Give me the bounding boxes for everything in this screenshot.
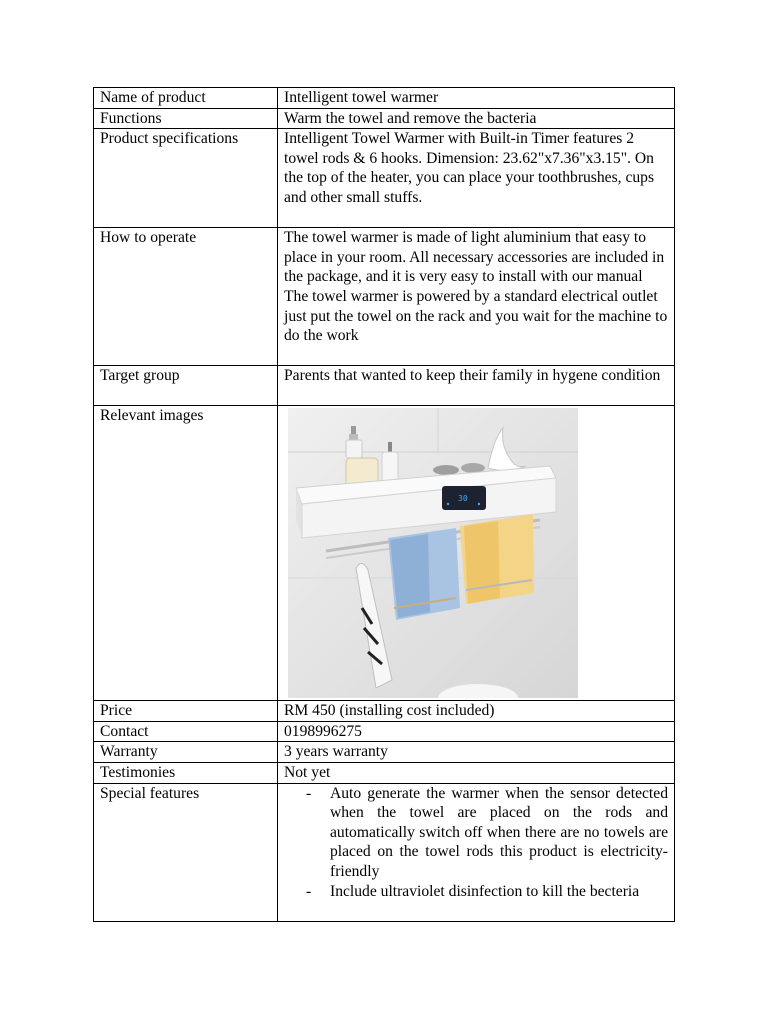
table-row [94,742,675,763]
row-label: Relevant images [94,406,278,701]
table-row [94,701,675,722]
row-label: Product specifications [94,129,278,228]
table-row [94,366,675,406]
row-label: Special features [94,783,278,921]
contact-value: 0198996275 [278,721,675,742]
list-item [284,784,668,882]
table-row [94,783,675,921]
timer-display [442,486,486,510]
special-features-list [284,784,668,902]
special-features-cell [278,783,675,921]
operating-instructions: The towel warmer is made of light aluminium that easy to place in your room. All necessary accessories are included in the package, and it is very easy to install with our manual The towel warmer is powered by a standard electrical outlet just put the towel on the rack and you wait for the machine to do the work [278,228,675,366]
price-value: RM 450 (installing cost included) [278,701,675,722]
bullet-dash: - [306,784,312,802]
image-cell [278,406,675,701]
list-item [284,882,668,902]
feature-text: Auto generate the warmer when the sensor detected when the towel are placed on the rods and automatically switch off when there are no towels are placed on the towel rods this product is electricity-friendly [330,784,668,880]
row-label: Contact [94,721,278,742]
table-row [94,108,675,129]
blue-towels [388,528,460,620]
row-label: Functions [94,108,278,129]
target-group: Parents that wanted to keep their family in hygene condition [278,366,675,406]
table-row [94,129,675,228]
towel-warmer-photo [288,408,578,698]
bullet-dash: - [306,882,312,900]
table-row [94,721,675,742]
product-name: Intelligent towel warmer [278,88,675,109]
warranty-value: 3 years warranty [278,742,675,763]
yellow-towels [460,514,534,604]
product-functions: Warm the towel and remove the bacteria [278,108,675,129]
product-specifications: Intelligent Towel Warmer with Built-in Timer features 2 towel rods & 6 hooks. Dimension: 23.62"x7.36"x3.15". On the top of the heater, you can place your toothbrushes, cups and other small stuffs. [278,129,675,228]
table-row [94,88,675,109]
table-row [94,406,675,701]
row-label: Target group [94,366,278,406]
dish-decoration [433,465,459,475]
table-row [94,762,675,783]
row-label: Testimonies [94,762,278,783]
timer-display-text: 30 [458,494,468,504]
product-spec-table [93,87,675,922]
row-label: How to operate [94,228,278,366]
feature-text: Include ultraviolet disinfection to kill the becteria [330,882,640,900]
table-row [94,228,675,366]
row-label: Name of product [94,88,278,109]
testimonies-value: Not yet [278,762,675,783]
row-label: Warranty [94,742,278,763]
row-label: Price [94,701,278,722]
